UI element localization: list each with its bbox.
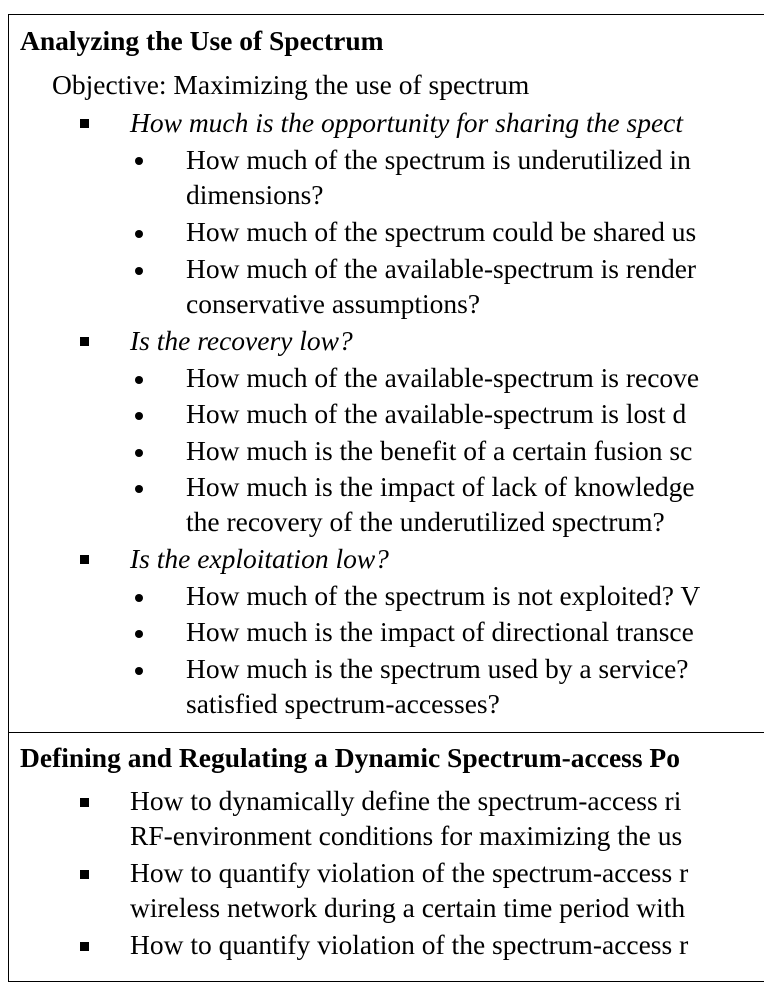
list-item: How much is the benefit of a certain fusion sc bbox=[186, 435, 693, 466]
list-item-continuation: conservative assumptions? bbox=[186, 288, 481, 319]
round-bullet-icon bbox=[135, 230, 143, 238]
list-item: How much of the spectrum is not exploited? V bbox=[186, 580, 701, 611]
list-item: How much of the available-spectrum is render bbox=[186, 253, 697, 284]
group-title-exploitation: Is the exploitation low? bbox=[130, 543, 389, 574]
round-bullet-icon bbox=[135, 376, 143, 384]
list-item: How much of the available-spectrum is recove bbox=[186, 362, 700, 393]
list-item-continuation: RF-environment conditions for maximizing the us bbox=[130, 820, 683, 851]
group-title-opportunity: How much is the opportunity for sharing the spect bbox=[130, 107, 684, 138]
round-bullet-icon bbox=[135, 412, 143, 420]
list-item: How much of the available-spectrum is lost d bbox=[186, 398, 687, 429]
list-item: How to dynamically define the spectrum-access ri bbox=[130, 785, 682, 816]
list-item-continuation: wireless network during a certain time period with bbox=[130, 892, 686, 923]
round-bullet-icon bbox=[135, 667, 143, 675]
round-bullet-icon bbox=[135, 449, 143, 457]
section-divider bbox=[8, 732, 764, 733]
group-title-recovery: Is the recovery low? bbox=[130, 325, 353, 356]
objective-text: Objective: Maximizing the use of spectrum bbox=[52, 69, 530, 100]
square-bullet-icon bbox=[80, 798, 89, 807]
square-bullet-icon bbox=[80, 337, 89, 346]
list-item: How much of the spectrum is underutilized in bbox=[186, 144, 691, 175]
list-item-continuation: satisfied spectrum-accesses? bbox=[186, 688, 500, 719]
list-item: How much is the spectrum used by a service? bbox=[186, 653, 689, 684]
square-bullet-icon bbox=[80, 119, 89, 128]
square-bullet-icon bbox=[80, 942, 89, 951]
list-item-continuation: dimensions? bbox=[186, 179, 324, 210]
list-item: How to quantify violation of the spectrum-access r bbox=[130, 857, 689, 888]
round-bullet-icon bbox=[135, 157, 143, 165]
list-item: How much is the impact of directional transce bbox=[186, 616, 694, 647]
section-heading-defining: Defining and Regulating a Dynamic Spectrum-access Po bbox=[20, 742, 680, 773]
list-item-continuation: the recovery of the underutilized spectrum? bbox=[186, 506, 665, 537]
list-item: How to quantify violation of the spectrum-access r bbox=[130, 929, 689, 960]
round-bullet-icon bbox=[135, 485, 143, 493]
list-item: How much is the impact of lack of knowledge bbox=[186, 471, 695, 502]
square-bullet-icon bbox=[80, 555, 89, 564]
round-bullet-icon bbox=[135, 267, 143, 275]
round-bullet-icon bbox=[135, 594, 143, 602]
section-heading-analyzing: Analyzing the Use of Spectrum bbox=[20, 25, 384, 56]
list-item: How much of the spectrum could be shared us bbox=[186, 216, 697, 247]
square-bullet-icon bbox=[80, 870, 89, 879]
round-bullet-icon bbox=[135, 630, 143, 638]
